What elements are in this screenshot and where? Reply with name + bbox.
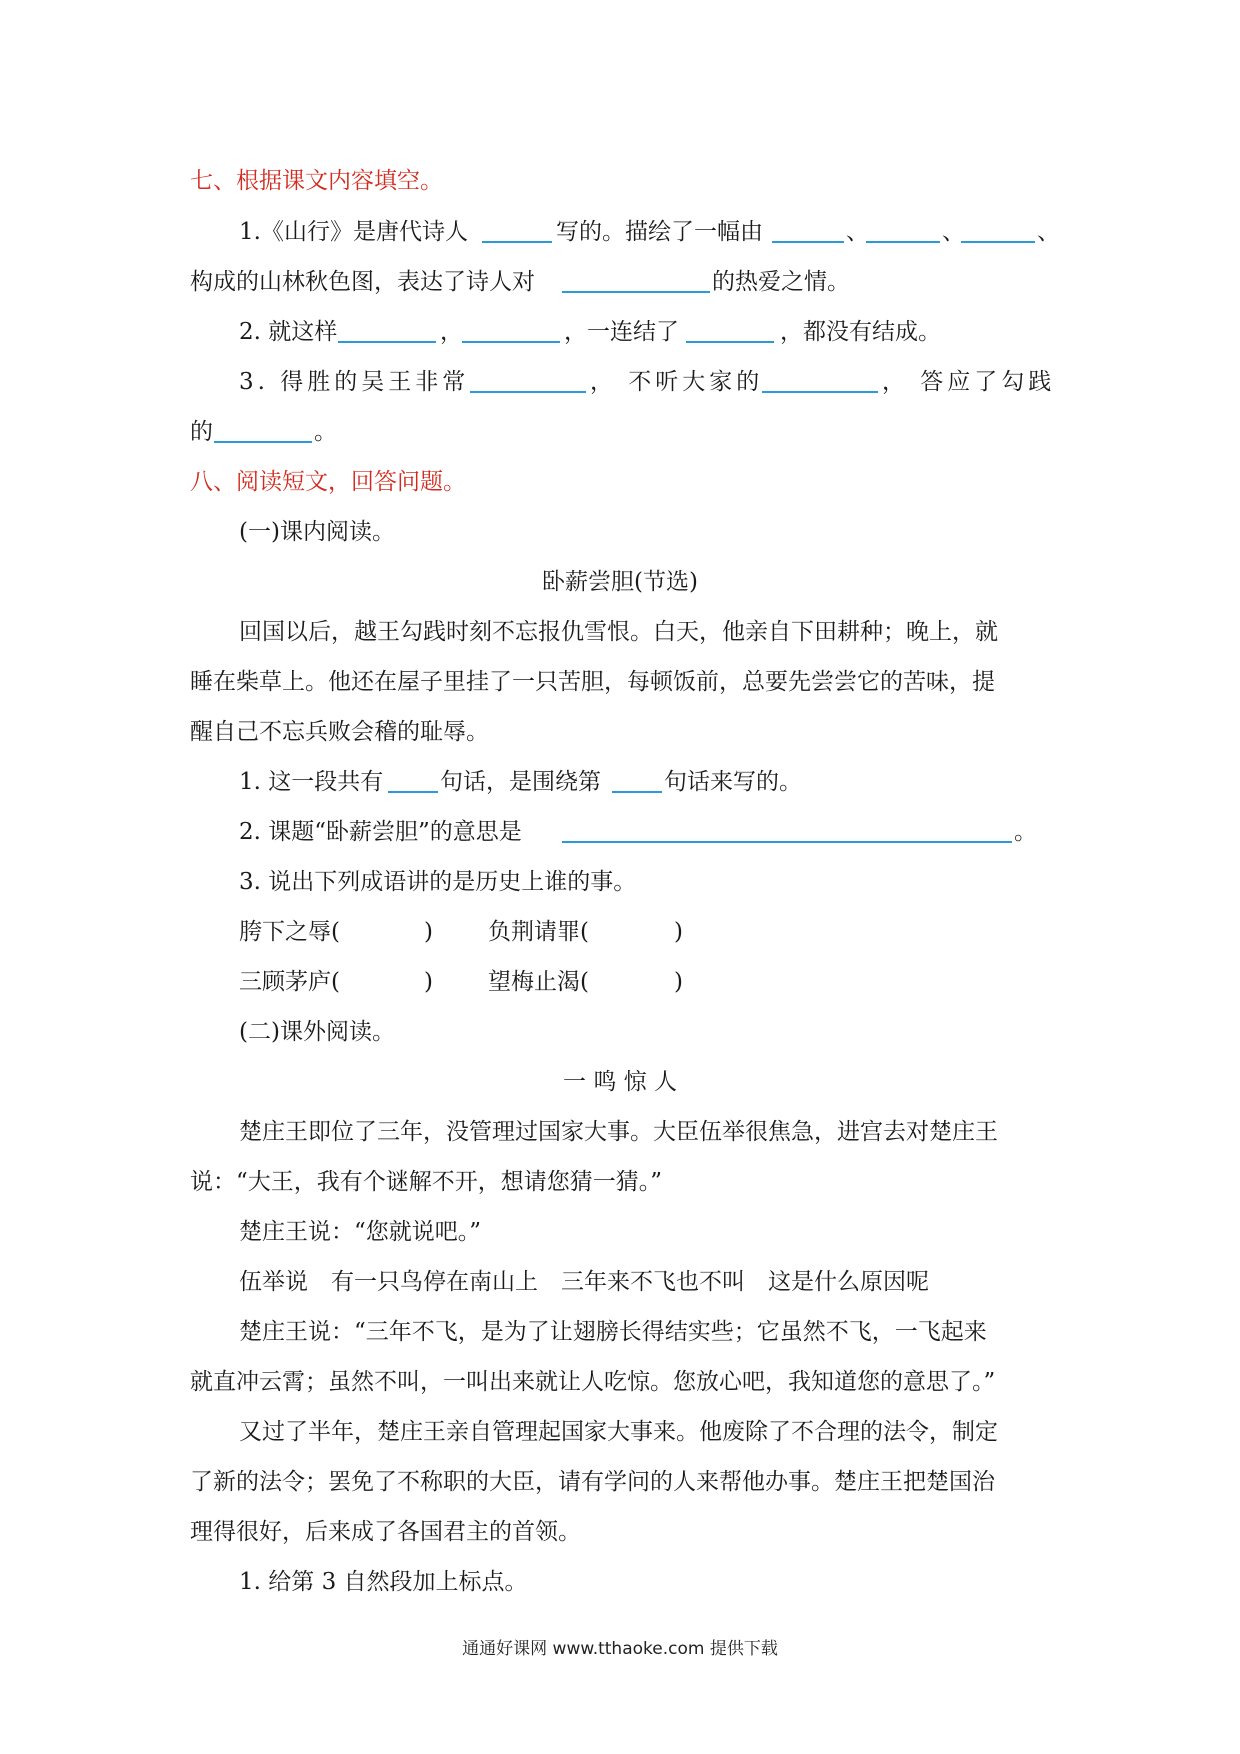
question-text: ， 不听大家的 — [590, 369, 764, 395]
answer-blank[interactable] — [388, 791, 438, 793]
answer-blank[interactable] — [866, 241, 940, 243]
idiom-label: 三顾茅庐( — [239, 969, 340, 995]
heading-text: 八、阅读短文，回答问题。 — [190, 469, 466, 495]
separator: 、 — [846, 219, 869, 245]
question-text: 句话，是围绕第 — [440, 769, 601, 795]
question-text: 2. 就这样 — [239, 319, 338, 345]
question-text: 1. 给第 3 自然段加上标点。 — [239, 1569, 528, 1595]
question-text: ， 答应了勾践 — [882, 369, 1056, 395]
separator: 、 — [1037, 219, 1060, 245]
close-paren: ) — [424, 969, 433, 995]
label-text: (二)课外阅读。 — [239, 1019, 395, 1045]
question-text: 3. 说出下列成语讲的是历史上谁的事。 — [239, 869, 637, 895]
separator: 、 — [942, 219, 965, 245]
question-text: 。 — [314, 419, 337, 445]
answer-blank[interactable] — [214, 441, 312, 443]
idiom-label: 望梅止渴( — [488, 969, 589, 995]
answer-blank[interactable] — [562, 841, 1012, 843]
close-paren: ) — [674, 969, 683, 995]
close-paren: ) — [674, 919, 683, 945]
answer-blank[interactable] — [612, 791, 662, 793]
page-footer: 通通好课网 www.tthaoke.com 提供下载 — [462, 1639, 778, 1659]
question-text: ，一连结了 — [564, 319, 679, 345]
question-text: 2. 课题“卧薪尝胆”的意思是 — [239, 819, 522, 845]
idiom-label: 负荆请罪( — [488, 919, 589, 945]
passage-text: 楚庄王说：“您就说吧。” — [239, 1219, 482, 1245]
answer-blank[interactable] — [686, 341, 774, 343]
passage-2-title: 一 鸣 惊 人 — [563, 1069, 677, 1095]
question-text: 。 — [1014, 819, 1037, 845]
passage-text: 了新的法令；罢免了不称职的大臣，请有学问的人来帮他办事。楚庄王把楚国治 — [190, 1469, 995, 1495]
question-text: 句话来写的。 — [664, 769, 802, 795]
question-text: 的 — [190, 419, 213, 445]
answer-blank[interactable] — [470, 391, 586, 393]
passage-text: 理得很好，后来成了各国君主的首领。 — [190, 1519, 581, 1545]
idiom-label: 胯下之辱( — [239, 919, 340, 945]
label-text: (一)课内阅读。 — [239, 519, 395, 545]
close-paren: ) — [424, 919, 433, 945]
question-text: ，都没有结成。 — [780, 319, 941, 345]
heading-text: 七、根据课文内容填空。 — [190, 168, 443, 194]
passage-text: 又过了半年，楚庄王亲自管理起国家大事来。他废除了不合理的法令，制定 — [239, 1419, 998, 1445]
passage-1-title: 卧薪尝胆(节选) — [542, 569, 698, 595]
question-text: 构成的山林秋色图，表达了诗人对 — [190, 269, 535, 295]
answer-blank[interactable] — [762, 391, 878, 393]
passage-text: 睡在柴草上。他还在屋子里挂了一只苦胆，每顿饭前，总要先尝尝它的苦味，提 — [190, 669, 995, 695]
passage-text: 醒自己不忘兵败会稽的耻辱。 — [190, 719, 489, 745]
passage-text: 就直冲云霄；虽然不叫，一叫出来就让人吃惊。您放心吧，我知道您的意思了。” — [190, 1369, 996, 1395]
question-text: 的热爱之情。 — [712, 269, 850, 295]
answer-blank[interactable] — [562, 291, 710, 293]
question-text: 1. 这一段共有 — [239, 769, 384, 795]
passage-text: 说：“大王，我有个谜解不开，想请您猜一猜。” — [190, 1169, 663, 1195]
answer-blank[interactable] — [482, 241, 552, 243]
answer-blank[interactable] — [338, 341, 436, 343]
question-text: 3. 得胜的吴王非常 — [239, 369, 470, 395]
passage-text: 楚庄王即位了三年，没管理过国家大事。大臣伍举很焦急，进宫去对楚庄王 — [239, 1119, 998, 1145]
question-text: 1.《山行》是唐代诗人 — [239, 219, 468, 245]
passage-text: 回国以后，越王勾践时刻不忘报仇雪恨。白天，他亲自下田耕种；晚上，就 — [239, 619, 998, 645]
separator: ， — [440, 319, 463, 345]
answer-blank[interactable] — [462, 341, 560, 343]
answer-blank[interactable] — [772, 241, 844, 243]
question-text: 写的。描绘了一幅由 — [556, 219, 763, 245]
passage-text: 楚庄王说：“三年不飞，是为了让翅膀长得结实些；它虽然不飞，一飞起来 — [239, 1319, 987, 1345]
passage-text: 伍举说 有一只鸟停在南山上 三年来不飞也不叫 这是什么原因呢 — [239, 1269, 929, 1295]
answer-blank[interactable] — [961, 241, 1035, 243]
